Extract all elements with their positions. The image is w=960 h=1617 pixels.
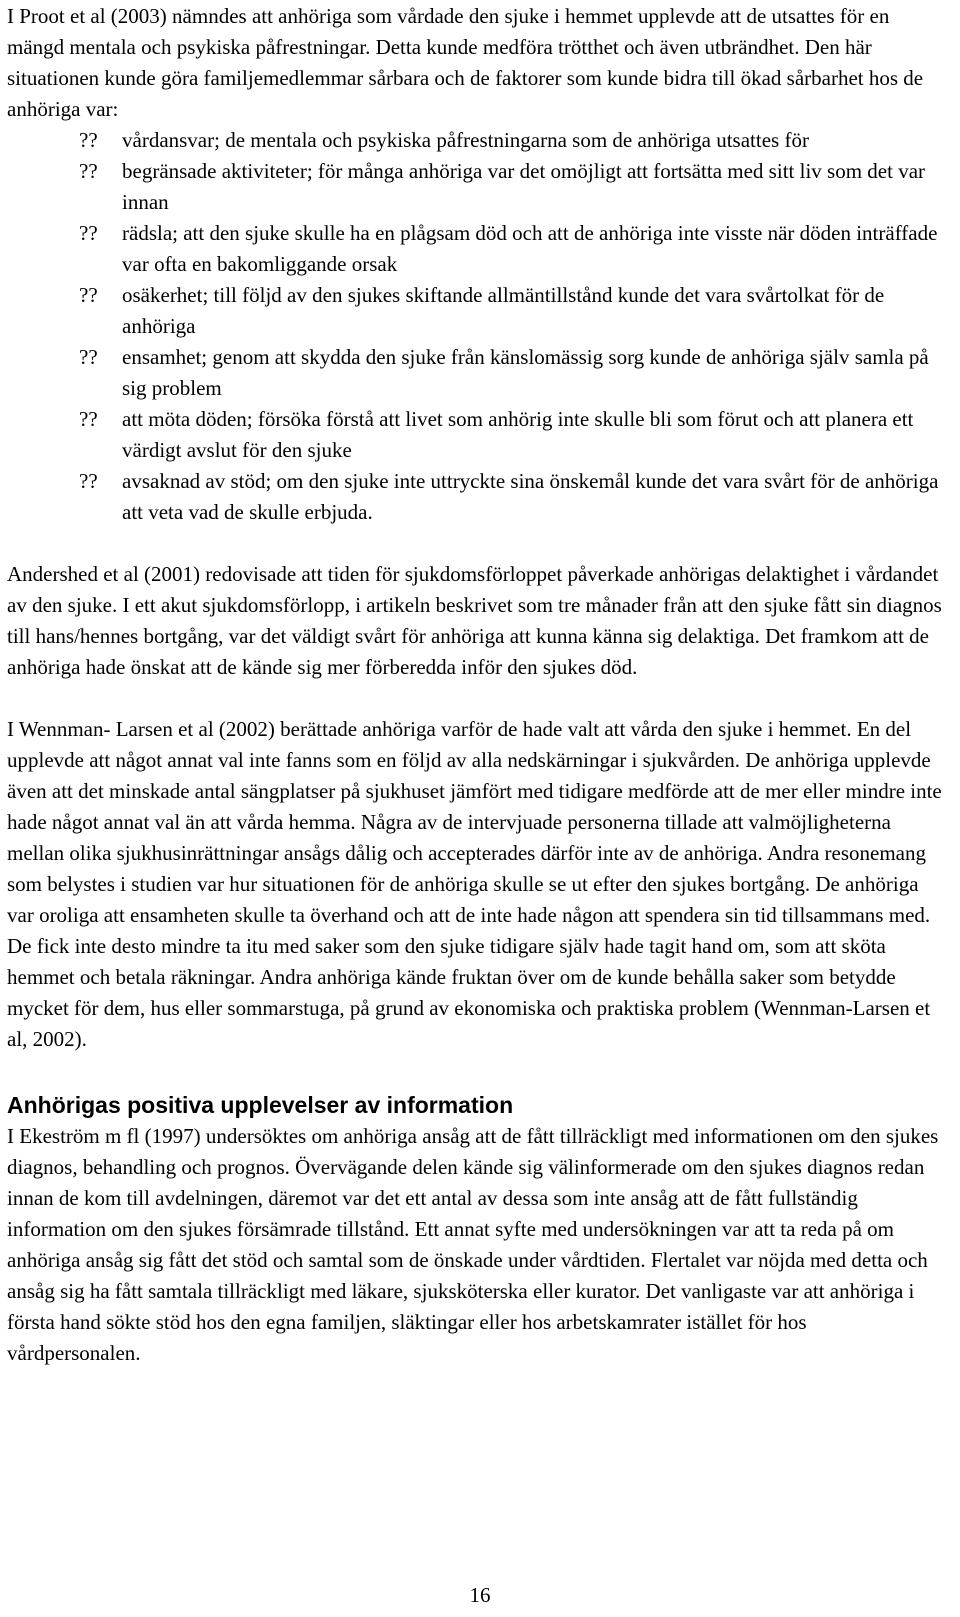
list-item-text: begränsade aktiviteter; för många anhöriga var det omöjligt att fortsätta med sitt liv som det var innan xyxy=(122,159,926,214)
list-item xyxy=(7,342,942,404)
bullet-marker: ?? xyxy=(79,128,98,152)
list-item xyxy=(7,125,942,156)
spacer xyxy=(7,683,942,714)
page-number: 16 xyxy=(469,1583,491,1607)
list-item-text: vårdansvar; de mentala och psykiska påfrestningarna som de anhöriga utsattes för xyxy=(122,128,809,152)
list-item xyxy=(7,404,942,466)
list-item xyxy=(7,156,942,218)
paragraph-ekestrom: I Ekeström m fl (1997) undersöktes om anhöriga ansåg att de fått tillräckligt med informationen om den sjukes diagnos, behandling och prognos. Övervägande delen kände sig välinformerade om den sjukes diagnos redan innan de kom till avdelningen, däremot var det ett antal av dessa som inte ansåg att de fått fullständig information om den sjukes försämrade tillstånd. Ett annat syfte med undersökningen var att ta reda på om anhöriga ansåg sig fått det stöd och samtal som de önskade under vårdtiden. Flertalet var nöjda med detta och ansåg sig ha fått samtala tillräckligt med läkare, sjuksköterska eller kurator. Det vanligaste var att anhöriga i första hand sökte stöd hos den egna familjen, släktingar eller hos arbetskamrater istället för hos vårdpersonalen. xyxy=(7,1124,939,1365)
list-item-text: avsaknad av stöd; om den sjuke inte uttryckte sina önskemål kunde det vara svårt för de anhöriga att veta vad de skulle erbjuda. xyxy=(122,469,939,524)
list-item xyxy=(7,466,942,528)
document-page xyxy=(7,0,942,1369)
list-item-text: osäkerhet; till följd av den sjukes skiftande allmäntillstånd kunde det vara svårtolkat för de anhöriga xyxy=(122,283,885,338)
spacer xyxy=(7,1055,942,1086)
paragraph-intro: I Proot et al (2003) nämndes att anhöriga som vårdade den sjuke i hemmet upplevde att de utsattes för en mängd mentala och psykiska påfrestningar. Detta kunde medföra trötthet och även utbrändhet. Den här situationen kunde göra familjemedlemmar sårbara och de faktorer som kunde bidra till ökad sårbarhet hos de anhöriga var: xyxy=(7,4,924,121)
vulnerability-factor-list xyxy=(7,125,942,528)
list-item xyxy=(7,218,942,280)
bullet-marker: ?? xyxy=(79,345,98,369)
paragraph-wennman: I Wennman- Larsen et al (2002) berättade anhöriga varför de hade valt att vårda den sjuke i hemmet. En del upplevde att något annat val inte fanns som en följd av alla nedskärningar i sjukvården. De anhöriga upplevde även att det minskade antal sängplatser på sjukhuset jämfört med tidigare medförde att de mer eller mindre inte hade något annat val än att vårda hemma. Några av de intervjuade personerna tillade att valmöjligheterna mellan olika sjukhusinrättningar ansågs dålig och accepterades därför inte av de anhöriga. Andra resonemang som belystes i studien var hur situationen för de anhöriga skulle se ut efter den sjukes bortgång. De anhöriga var oroliga att ensamheten skulle ta överhand och att de inte hade någon att spendera sin tid tillsammans med. De fick inte desto mindre ta itu med saker som den sjuke tidigare själv hade tagit hand om, som att sköta hemmet och betala räkningar. Andra anhöriga kände fruktan över om de kunde behålla saker som betydde mycket för dem, hus eller sommarstuga, på grund av ekonomiska och praktiska problem (Wennman-Larsen et al, 2002). xyxy=(7,717,942,1051)
spacer xyxy=(7,528,942,559)
list-item xyxy=(7,280,942,342)
bullet-marker: ?? xyxy=(79,159,98,183)
bullet-marker: ?? xyxy=(79,469,98,493)
section-heading: Anhörigas positiva upplevelser av information xyxy=(7,1092,514,1118)
paragraph-andershed: Andershed et al (2001) redovisade att tiden för sjukdomsförloppet påverkade anhörigas delaktighet i vårdandet av den sjuke. I ett akut sjukdomsförlopp, i artikeln beskrivet som tre månader från att den sjuke fått sin diagnos till hans/hennes bortgång, var det väldigt svårt för anhöriga att kunna känna sig delaktiga. Det framkom att de anhöriga hade önskat att de kände sig mer förberedda inför den sjukes död. xyxy=(7,562,942,679)
list-item-text: ensamhet; genom att skydda den sjuke från känslomässig sorg kunde de anhöriga själv samla på sig problem xyxy=(122,345,929,400)
bullet-marker: ?? xyxy=(79,407,98,431)
list-item-text: rädsla; att den sjuke skulle ha en plågsam död och att de anhöriga inte visste när döden inträffade var ofta en bakomliggande orsak xyxy=(122,221,938,276)
list-item-text: att möta döden; försöka förstå att livet som anhörig inte skulle bli som förut och att planera ett värdigt avslut för den sjuke xyxy=(122,407,914,462)
bullet-marker: ?? xyxy=(79,221,98,245)
bullet-marker: ?? xyxy=(79,283,98,307)
